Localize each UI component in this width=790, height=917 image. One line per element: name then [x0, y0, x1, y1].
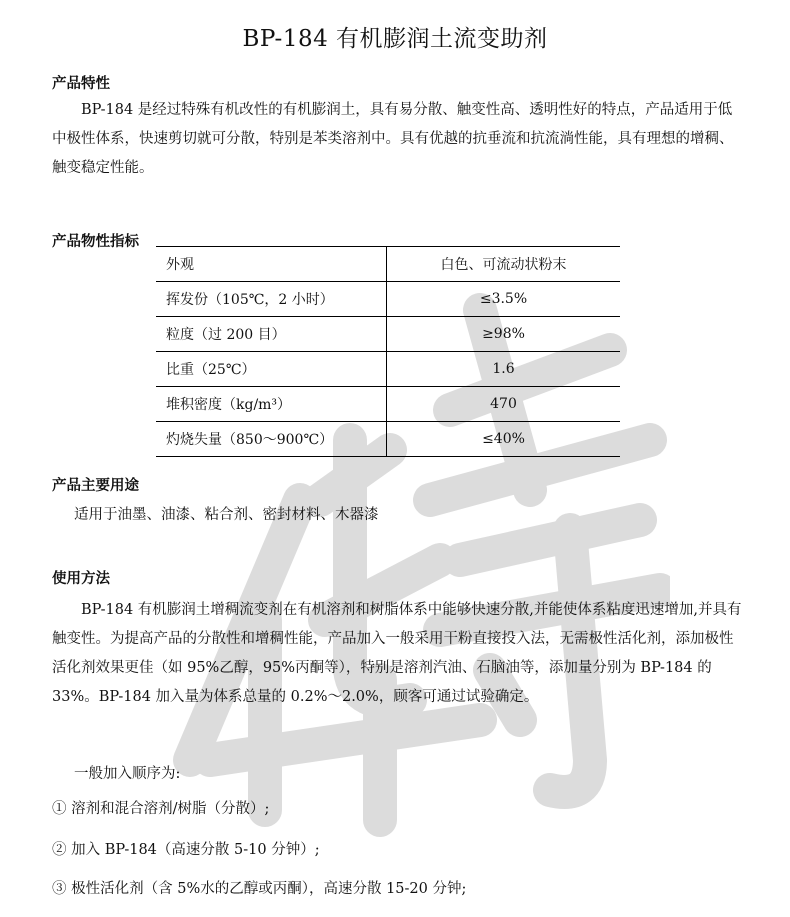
spec-value: ≤3.5% — [387, 282, 621, 317]
spec-value: ≥98% — [387, 317, 621, 352]
uses-heading: 产品主要用途 — [52, 478, 139, 494]
spec-name: 灼烧失量（850～900℃） — [156, 422, 387, 457]
spec-name: 堆积密度（kg/m³） — [156, 387, 387, 422]
document-title: BP-184 有机膨润土流变助剂 — [242, 26, 548, 52]
table-row — [156, 387, 620, 422]
features-heading: 产品特性 — [52, 76, 110, 92]
table-row — [156, 247, 620, 282]
order-intro: 一般加入顺序为: — [74, 766, 181, 782]
list-item: ① 溶剂和混合溶剂/树脂（分散）; — [52, 801, 270, 817]
spec-name: 挥发份（105℃，2 小时） — [156, 282, 387, 317]
table-row — [156, 282, 620, 317]
usage-heading: 使用方法 — [52, 571, 110, 587]
spec-name: 外观 — [156, 247, 387, 282]
spec-name: 粒度（过 200 目） — [156, 317, 387, 352]
usage-text: BP-184 有机膨润土增稠流变剂在有机溶剂和树脂体系中能够快速分散,并能使体系粘度迅速增加,并具有触变性。为提高产品的分散性和增稠性能，产品加入一般采用干粉直接投入法，无需极性活化剂，添加极性活化剂效果更佳（如 95%乙醇，95%丙酮等），特别是溶剂汽油、石脑油等，添加量分别为 BP-184 的 33%。BP-184 加入量为体系总量的 0.2%～2.0%，顾客可通过试验确定。 — [52, 602, 742, 705]
table-row — [156, 317, 620, 352]
spec-name: 比重（25℃） — [156, 352, 387, 387]
features-text: BP-184 是经过特殊有机改性的有机膨润土，具有易分散、触变性高、透明性好的特点，产品适用于低中极性体系，快速剪切就可分散，特别是苯类溶剂中。具有优越的抗垂流和抗流淌性能，具有理想的增稠、触变稳定性能。 — [52, 102, 734, 176]
spec-value: 白色、可流动状粉末 — [387, 247, 621, 282]
uses-text: 适用于油墨、油漆、粘合剂、密封材料、木器漆 — [74, 507, 379, 523]
list-item: ② 加入 BP-184（高速分散 5-10 分钟）; — [52, 842, 320, 858]
specs-heading: 产品物性指标 — [52, 234, 139, 250]
list-item: ③ 极性活化剂（含 5%水的乙醇或丙酮），高速分散 15-20 分钟; — [52, 881, 467, 897]
spec-value: 1.6 — [387, 352, 621, 387]
spec-value: ≤40% — [387, 422, 621, 457]
spec-value: 470 — [387, 387, 621, 422]
table-row — [156, 422, 620, 457]
specs-table — [156, 246, 620, 457]
table-row — [156, 352, 620, 387]
